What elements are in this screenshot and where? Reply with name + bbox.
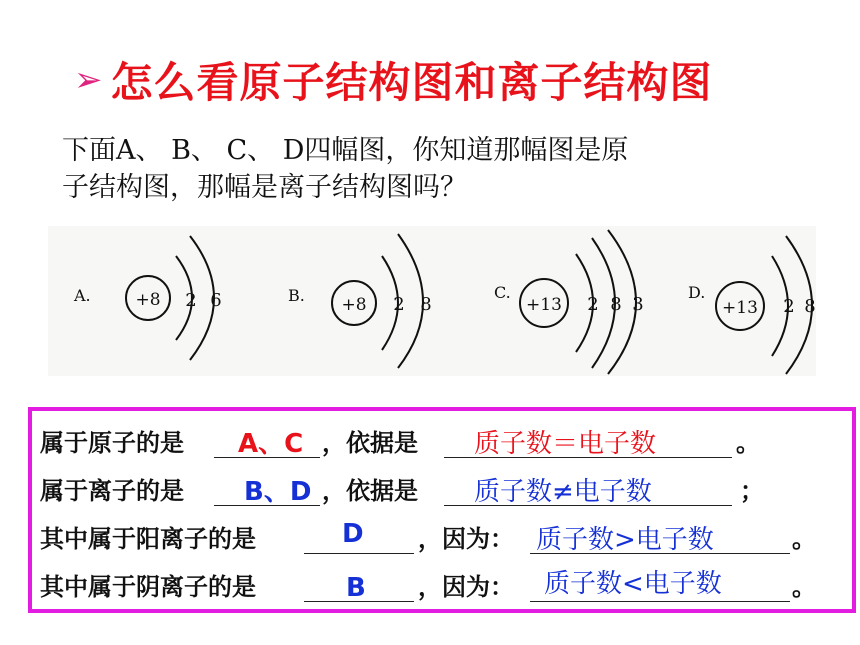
diagram-b-shell-2-count: 8 [420,294,432,315]
diagram-a-label: A. [74,286,91,305]
question-text [62,132,782,206]
row-1-answer: A、C [238,429,304,459]
row-1-reason: 质子数＝电子数 [474,429,657,459]
row-4-end: 。 [792,573,816,601]
question-line-1: 下面A、 B、 C、 D四幅图，你知道那幅图是原 [62,135,629,166]
row-4-prefix: 其中属于阴离子的是 [40,573,256,601]
diagram-a-shell-1-count: 2 [185,290,197,311]
row-2-reason: 质子数≠电子数 [474,477,652,507]
slide-title [74,50,713,110]
row-1-end: 。 [736,429,760,457]
diagram-a-shell-2-count: 6 [210,290,222,311]
row-3-end: 。 [792,525,816,553]
diagram-b-nucleus: +8 [341,295,367,315]
diagram-d-shell-2-count: 8 [804,296,816,317]
diagram-b-shell-1-count: 2 [393,294,405,315]
diagram-c-shell-3-count: 3 [632,294,644,315]
row-2-end: ； [740,477,764,505]
arrow-bullet-icon: ➢ [74,60,103,100]
row-1-mid: ，依据是 [322,429,418,457]
row-3-reason: 质子数>电子数 [536,525,714,555]
diagram-d-shell-1-count: 2 [783,296,795,317]
answer-box [28,407,856,613]
diagram-d-label: D. [688,283,706,302]
row-2-answer: B、D [244,477,312,507]
structure-diagrams [48,226,816,376]
diagram-c-shell-1-count: 2 [587,294,599,315]
diagram-d [688,236,816,374]
diagram-c [494,230,644,374]
row-3-answer: D [342,519,364,549]
diagram-b [288,234,432,368]
row-1-prefix: 属于原子的是 [40,429,184,457]
diagram-d-nucleus: +13 [722,298,758,318]
row-4-reason: 质子数<电子数 [544,569,722,599]
diagram-a [73,236,222,360]
diagram-b-label: B. [288,286,305,305]
question-line-2: 子结构图，那幅是离子结构图吗？ [62,172,467,203]
row-4-mid: ，因为： [418,573,514,601]
row-4-answer: B [346,573,366,603]
diagram-c-nucleus: +13 [526,295,562,315]
title-text: 怎么看原子结构图和离子结构图 [110,58,713,107]
row-3-prefix: 其中属于阳离子的是 [40,525,256,553]
diagram-c-label: C. [494,283,511,302]
row-3-mid: ，因为： [418,525,514,553]
diagram-c-shell-2-count: 8 [610,294,622,315]
row-2-mid: ，依据是 [322,477,418,505]
diagram-a-nucleus: +8 [135,290,161,310]
row-2-prefix: 属于离子的是 [40,477,184,505]
